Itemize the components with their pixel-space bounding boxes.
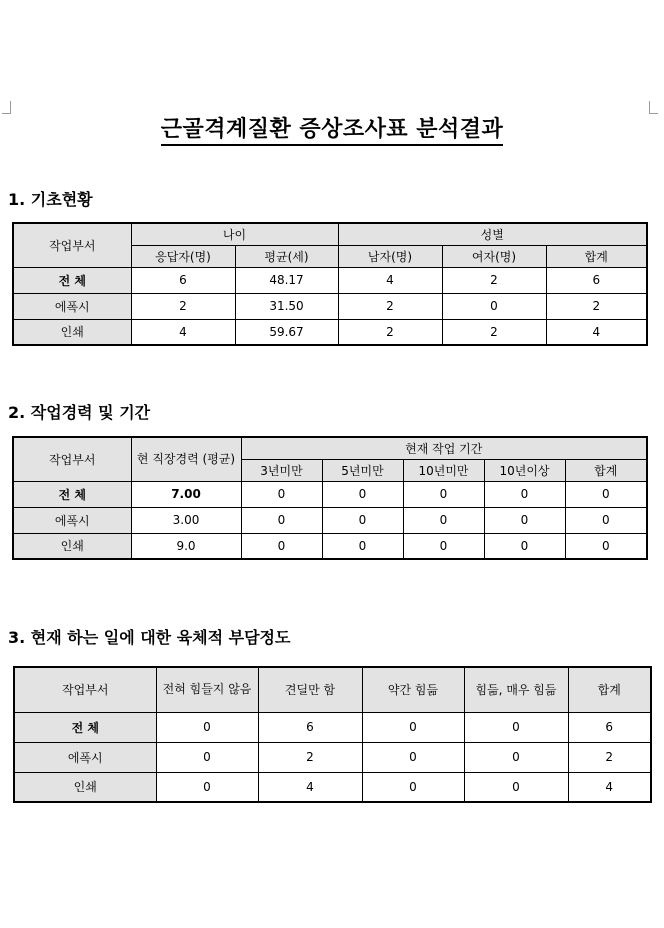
table-row [13,319,647,345]
header-female: 여자(명) [442,245,546,267]
row-dept: 전 체 [14,712,156,742]
cell: 4 [568,772,651,802]
header-under-10y: 10년미만 [403,459,484,481]
career-period-table [12,436,648,560]
row-dept: 인쇄 [13,319,131,345]
header-slightly-hard: 약간 힘듦 [362,667,464,712]
cell-career: 3.00 [131,507,241,533]
row-dept: 전 체 [13,481,131,507]
header-dept: 작업부서 [13,223,131,267]
cell: 0 [241,481,322,507]
cell: 0 [322,481,403,507]
cell: 2 [442,319,546,345]
cell: 0 [484,481,565,507]
table-row [13,507,647,533]
section2-heading: 2. 작업경력 및 기간 [8,403,151,422]
section1-heading: 1. 기초현황 [8,190,93,209]
row-dept: 에폭시 [14,742,156,772]
cell: 6 [568,712,651,742]
basic-status-table [12,222,648,346]
cell: 2 [568,742,651,772]
row-dept: 인쇄 [14,772,156,802]
cell: 0 [362,742,464,772]
header-age-group: 나이 [131,223,338,245]
cell: 4 [131,319,235,345]
cell: 0 [565,481,647,507]
cell-career: 7.00 [131,481,241,507]
header-period-group: 현재 작업 기간 [241,437,647,459]
cell: 0 [403,481,484,507]
cell: 6 [546,267,647,293]
table-row [14,742,651,772]
cell: 0 [442,293,546,319]
table-row [13,293,647,319]
row-dept: 에폭시 [13,293,131,319]
cell: 4 [258,772,362,802]
cell: 2 [258,742,362,772]
cell: 0 [565,507,647,533]
cell: 0 [156,712,258,742]
cell-career: 9.0 [131,533,241,559]
header-over-10y: 10년이상 [484,459,565,481]
cell: 2 [131,293,235,319]
header-respondents: 응답자(명) [131,245,235,267]
cell: 2 [442,267,546,293]
header-male: 남자(명) [338,245,442,267]
cell: 0 [156,742,258,772]
header-under-3y: 3년미만 [241,459,322,481]
header-not-hard: 전혀 힘들지 않음 [156,667,258,712]
cell: 0 [322,507,403,533]
cell: 4 [546,319,647,345]
cell: 2 [546,293,647,319]
cell: 31.50 [235,293,338,319]
cell: 0 [464,712,568,742]
cell: 59.67 [235,319,338,345]
table-row [13,481,647,507]
cell: 0 [156,772,258,802]
document-title [0,112,664,143]
cell: 0 [464,772,568,802]
header-dept: 작업부서 [13,437,131,481]
cell: 0 [403,533,484,559]
table-row [13,533,647,559]
cell: 0 [484,507,565,533]
title-text: 근골격계질환 증상조사표 분석결과 [161,117,504,146]
cell: 2 [338,319,442,345]
cell: 0 [362,772,464,802]
cell: 0 [362,712,464,742]
header-dept: 작업부서 [14,667,156,712]
physical-burden-table [13,666,652,803]
header-total: 합계 [546,245,647,267]
header-career: 현 직장경력 (평균) [131,437,241,481]
row-dept: 에폭시 [13,507,131,533]
cell: 0 [403,507,484,533]
cell: 0 [464,742,568,772]
cell: 6 [258,712,362,742]
cell: 6 [131,267,235,293]
row-dept: 인쇄 [13,533,131,559]
cell: 48.17 [235,267,338,293]
cell: 0 [484,533,565,559]
row-dept: 전 체 [13,267,131,293]
header-avg-age: 평균(세) [235,245,338,267]
cell: 0 [565,533,647,559]
header-very-hard: 힘듦, 매우 힘듦 [464,667,568,712]
cell: 0 [241,533,322,559]
table-row [14,772,651,802]
cell: 0 [241,507,322,533]
header-gender-group: 성별 [338,223,647,245]
header-under-5y: 5년미만 [322,459,403,481]
header-bearable: 견딜만 함 [258,667,362,712]
table-row [13,267,647,293]
section3-heading: 3. 현재 하는 일에 대한 육체적 부담정도 [8,628,291,647]
cell: 4 [338,267,442,293]
cell: 2 [338,293,442,319]
header-total: 합계 [568,667,651,712]
table-row [14,712,651,742]
header-total: 합계 [565,459,647,481]
cell: 0 [322,533,403,559]
